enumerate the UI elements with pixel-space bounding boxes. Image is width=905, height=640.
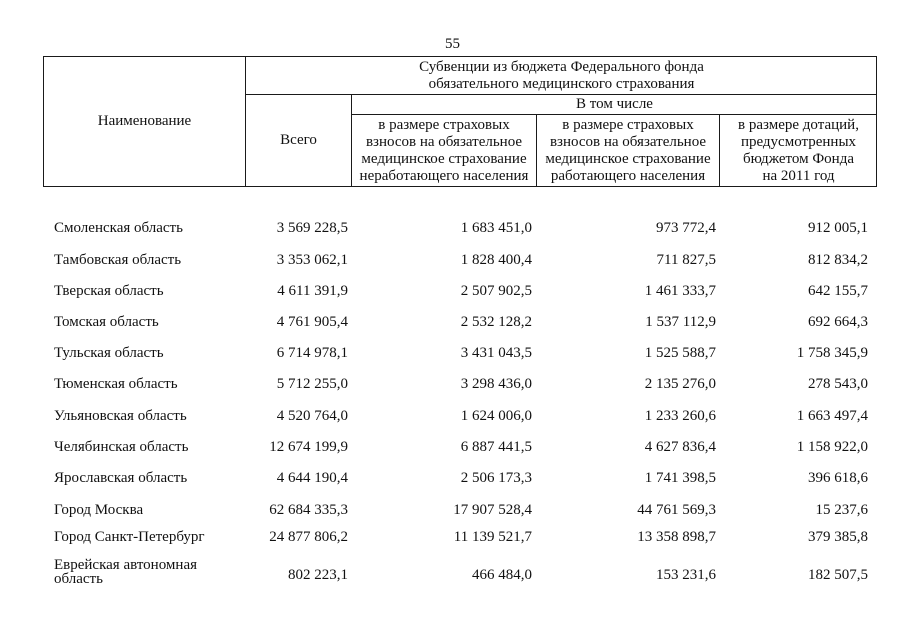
header-name: Наименование [97,113,192,129]
total-value: 62 684 335,3 [269,502,348,518]
subsidies-value: 812 834,2 [808,252,868,268]
subsidies-value: 1 158 922,0 [796,439,868,455]
subsidies-value: 912 005,1 [808,220,868,236]
working-value: 2 135 276,0 [644,376,716,392]
nonworking-value: 17 907 528,4 [453,502,532,518]
nonworking-value: 466 484,0 [472,567,532,583]
total-value: 4 644 190,4 [276,470,348,486]
nonworking-value: 6 887 441,5 [460,439,532,455]
total-value: 3 569 228,5 [276,220,348,236]
page-number: 55 [445,36,460,52]
total-value: 12 674 199,9 [269,439,348,455]
nonworking-value: 1 683 451,0 [460,220,532,236]
nonworking-value: 3 298 436,0 [460,376,532,392]
working-value: 1 537 112,9 [645,314,716,330]
region-name: Ульяновская область [54,408,187,424]
nonworking-value: 1 828 400,4 [460,252,532,268]
total-value: 802 223,1 [288,567,348,583]
nonworking-value: 2 506 173,3 [460,470,532,486]
working-value: 711 827,5 [656,252,716,268]
nonworking-value: 2 507 902,5 [460,283,532,299]
subsidies-value: 278 543,0 [808,376,868,392]
nonworking-value: 3 431 043,5 [460,345,532,361]
header-subsidies: в размере дотаций, предусмотренных бюджетом Фонда на 2011 год [738,116,859,184]
total-value: 6 714 978,1 [276,345,348,361]
subsidies-value: 642 155,7 [808,283,868,299]
nonworking-value: 1 624 006,0 [460,408,532,424]
header-total: Всего [280,132,317,148]
subsidies-value: 692 664,3 [808,314,868,330]
header-subventions: Субвенции из бюджета Федерального фонда обязательного медицинского страхования [419,58,704,92]
working-value: 4 627 836,4 [644,439,716,455]
nonworking-value: 2 532 128,2 [460,314,532,330]
region-name: Томская область [54,314,159,330]
working-value: 1 741 398,5 [644,470,716,486]
total-value: 3 353 062,1 [276,252,348,268]
subsidies-value: 1 663 497,4 [796,408,868,424]
region-name: Тверская область [54,283,164,299]
region-name: Челябинская область [54,439,189,455]
region-name: Тюменская область [54,376,178,392]
total-value: 4 520 764,0 [276,408,348,424]
region-name: Ярославская область [54,470,188,486]
region-name: Тамбовская область [54,252,182,268]
working-value: 1 233 260,6 [644,408,716,424]
subsidies-value: 396 618,6 [808,470,868,486]
region-name: Тульская область [54,345,164,361]
nonworking-value: 11 139 521,7 [453,529,532,545]
subsidies-value: 1 758 345,9 [796,345,868,361]
working-value: 1 461 333,7 [644,283,716,299]
working-value: 13 358 898,7 [637,529,716,545]
header-including: В том числе [576,96,653,112]
subsidies-value: 379 385,8 [808,529,868,545]
working-value: 153 231,6 [656,567,716,583]
header-nonworking: в размере страховых взносов на обязательное медицинское страхование неработающего населения [359,116,529,184]
region-name: Смоленская область [54,220,183,236]
total-value: 4 761 905,4 [276,314,348,330]
subsidies-value: 182 507,5 [808,567,868,583]
working-value: 44 761 569,3 [637,502,716,518]
total-value: 5 712 255,0 [276,376,348,392]
working-value: 973 772,4 [656,220,716,236]
total-value: 4 611 391,9 [277,283,348,299]
working-value: 1 525 588,7 [644,345,716,361]
header-working: в размере страховых взносов на обязательное медицинское страхование работающего населения [545,116,711,184]
subsidies-value: 15 237,6 [815,502,868,518]
total-value: 24 877 806,2 [269,529,348,545]
region-name: Еврейская автономная область [54,557,197,587]
region-name: Город Москва [54,502,144,518]
region-name: Город Санкт-Петербург [54,529,205,545]
